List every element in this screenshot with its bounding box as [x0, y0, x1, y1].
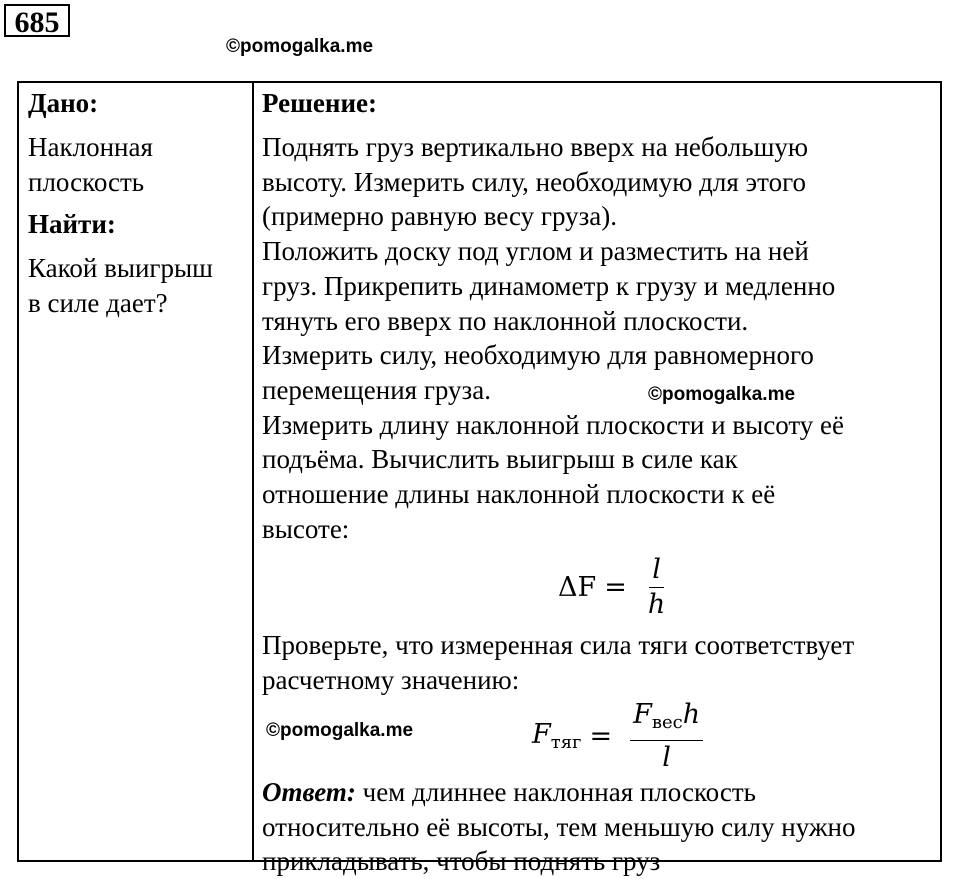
solution-line: высоте: — [262, 513, 350, 544]
solution-line: подъёма. Вычислить выигрыш в силе как — [262, 444, 738, 475]
given-column — [28, 86, 243, 321]
solution-line: Проверьте, что измеренная сила тяги соответствует — [262, 630, 855, 661]
solution-line: Измерить длину наклонной плоскости и высоту её — [262, 409, 845, 440]
given-heading: Дано: — [28, 88, 99, 118]
answer-line: Ответ: чем длиннее наклонная плоскость — [262, 776, 756, 807]
column-divider — [252, 83, 254, 860]
fraction-numerator: l — [649, 553, 664, 588]
find-line: в силе дает? — [28, 288, 168, 319]
answer-line: прикладывать, чтобы поднять груз — [262, 846, 661, 877]
solution-line: груз. Прикрепить динамометр к грузу и медленно — [262, 270, 836, 301]
problem-number: 685 — [4, 4, 70, 37]
solution-table — [17, 81, 942, 877]
find-heading: Найти: — [28, 209, 116, 240]
given-line: плоскость — [28, 166, 145, 197]
find-line: Какой выигрыш — [28, 253, 213, 284]
fraction — [645, 553, 668, 622]
watermark-bottom: ©pomogalka.me — [266, 720, 414, 741]
solution-line: (примерно равную весу груза). — [262, 201, 617, 232]
answer-label: Ответ: — [262, 776, 356, 807]
solution-line: тянуть его вверх по наклонной плоскости. — [262, 305, 749, 336]
formula-equals: = — [604, 571, 627, 603]
formula-lhs: $F_{тяг}$ — [532, 719, 582, 754]
solution-line: Положить доску под углом и разместить на ней — [262, 236, 809, 267]
watermark-top: ©pomogalka.me — [226, 36, 374, 57]
fraction-denominator: h — [647, 588, 666, 620]
solution-column — [262, 86, 942, 879]
solution-heading: Решение: — [262, 88, 377, 118]
formula-force-gain — [262, 546, 942, 628]
solution-line: высоту. Измерить силу, необходимую для этого — [262, 166, 806, 197]
watermark-middle: ©pomogalka.me — [648, 384, 796, 405]
given-line: Наклонная — [28, 132, 153, 162]
formula-lhs: ΔF — [558, 571, 597, 603]
solution-line: Поднять груз вертикально вверх на небольшую — [262, 132, 809, 162]
solution-line: перемещения груза. — [262, 374, 491, 405]
answer-line: относительно её высоты, тем меньшую силу нужно — [262, 811, 856, 842]
solution-line: отношение длины наклонной плоскости к её — [262, 479, 776, 510]
fraction — [630, 698, 703, 775]
formula-equals: = — [589, 720, 613, 752]
fraction-numerator: $F_{вес}h$ — [630, 698, 703, 741]
fraction-denominator: l — [662, 741, 671, 773]
solution-line: Измерить силу, необходимую для равномерного — [262, 340, 814, 371]
solution-line: расчетному значению: — [262, 665, 520, 696]
